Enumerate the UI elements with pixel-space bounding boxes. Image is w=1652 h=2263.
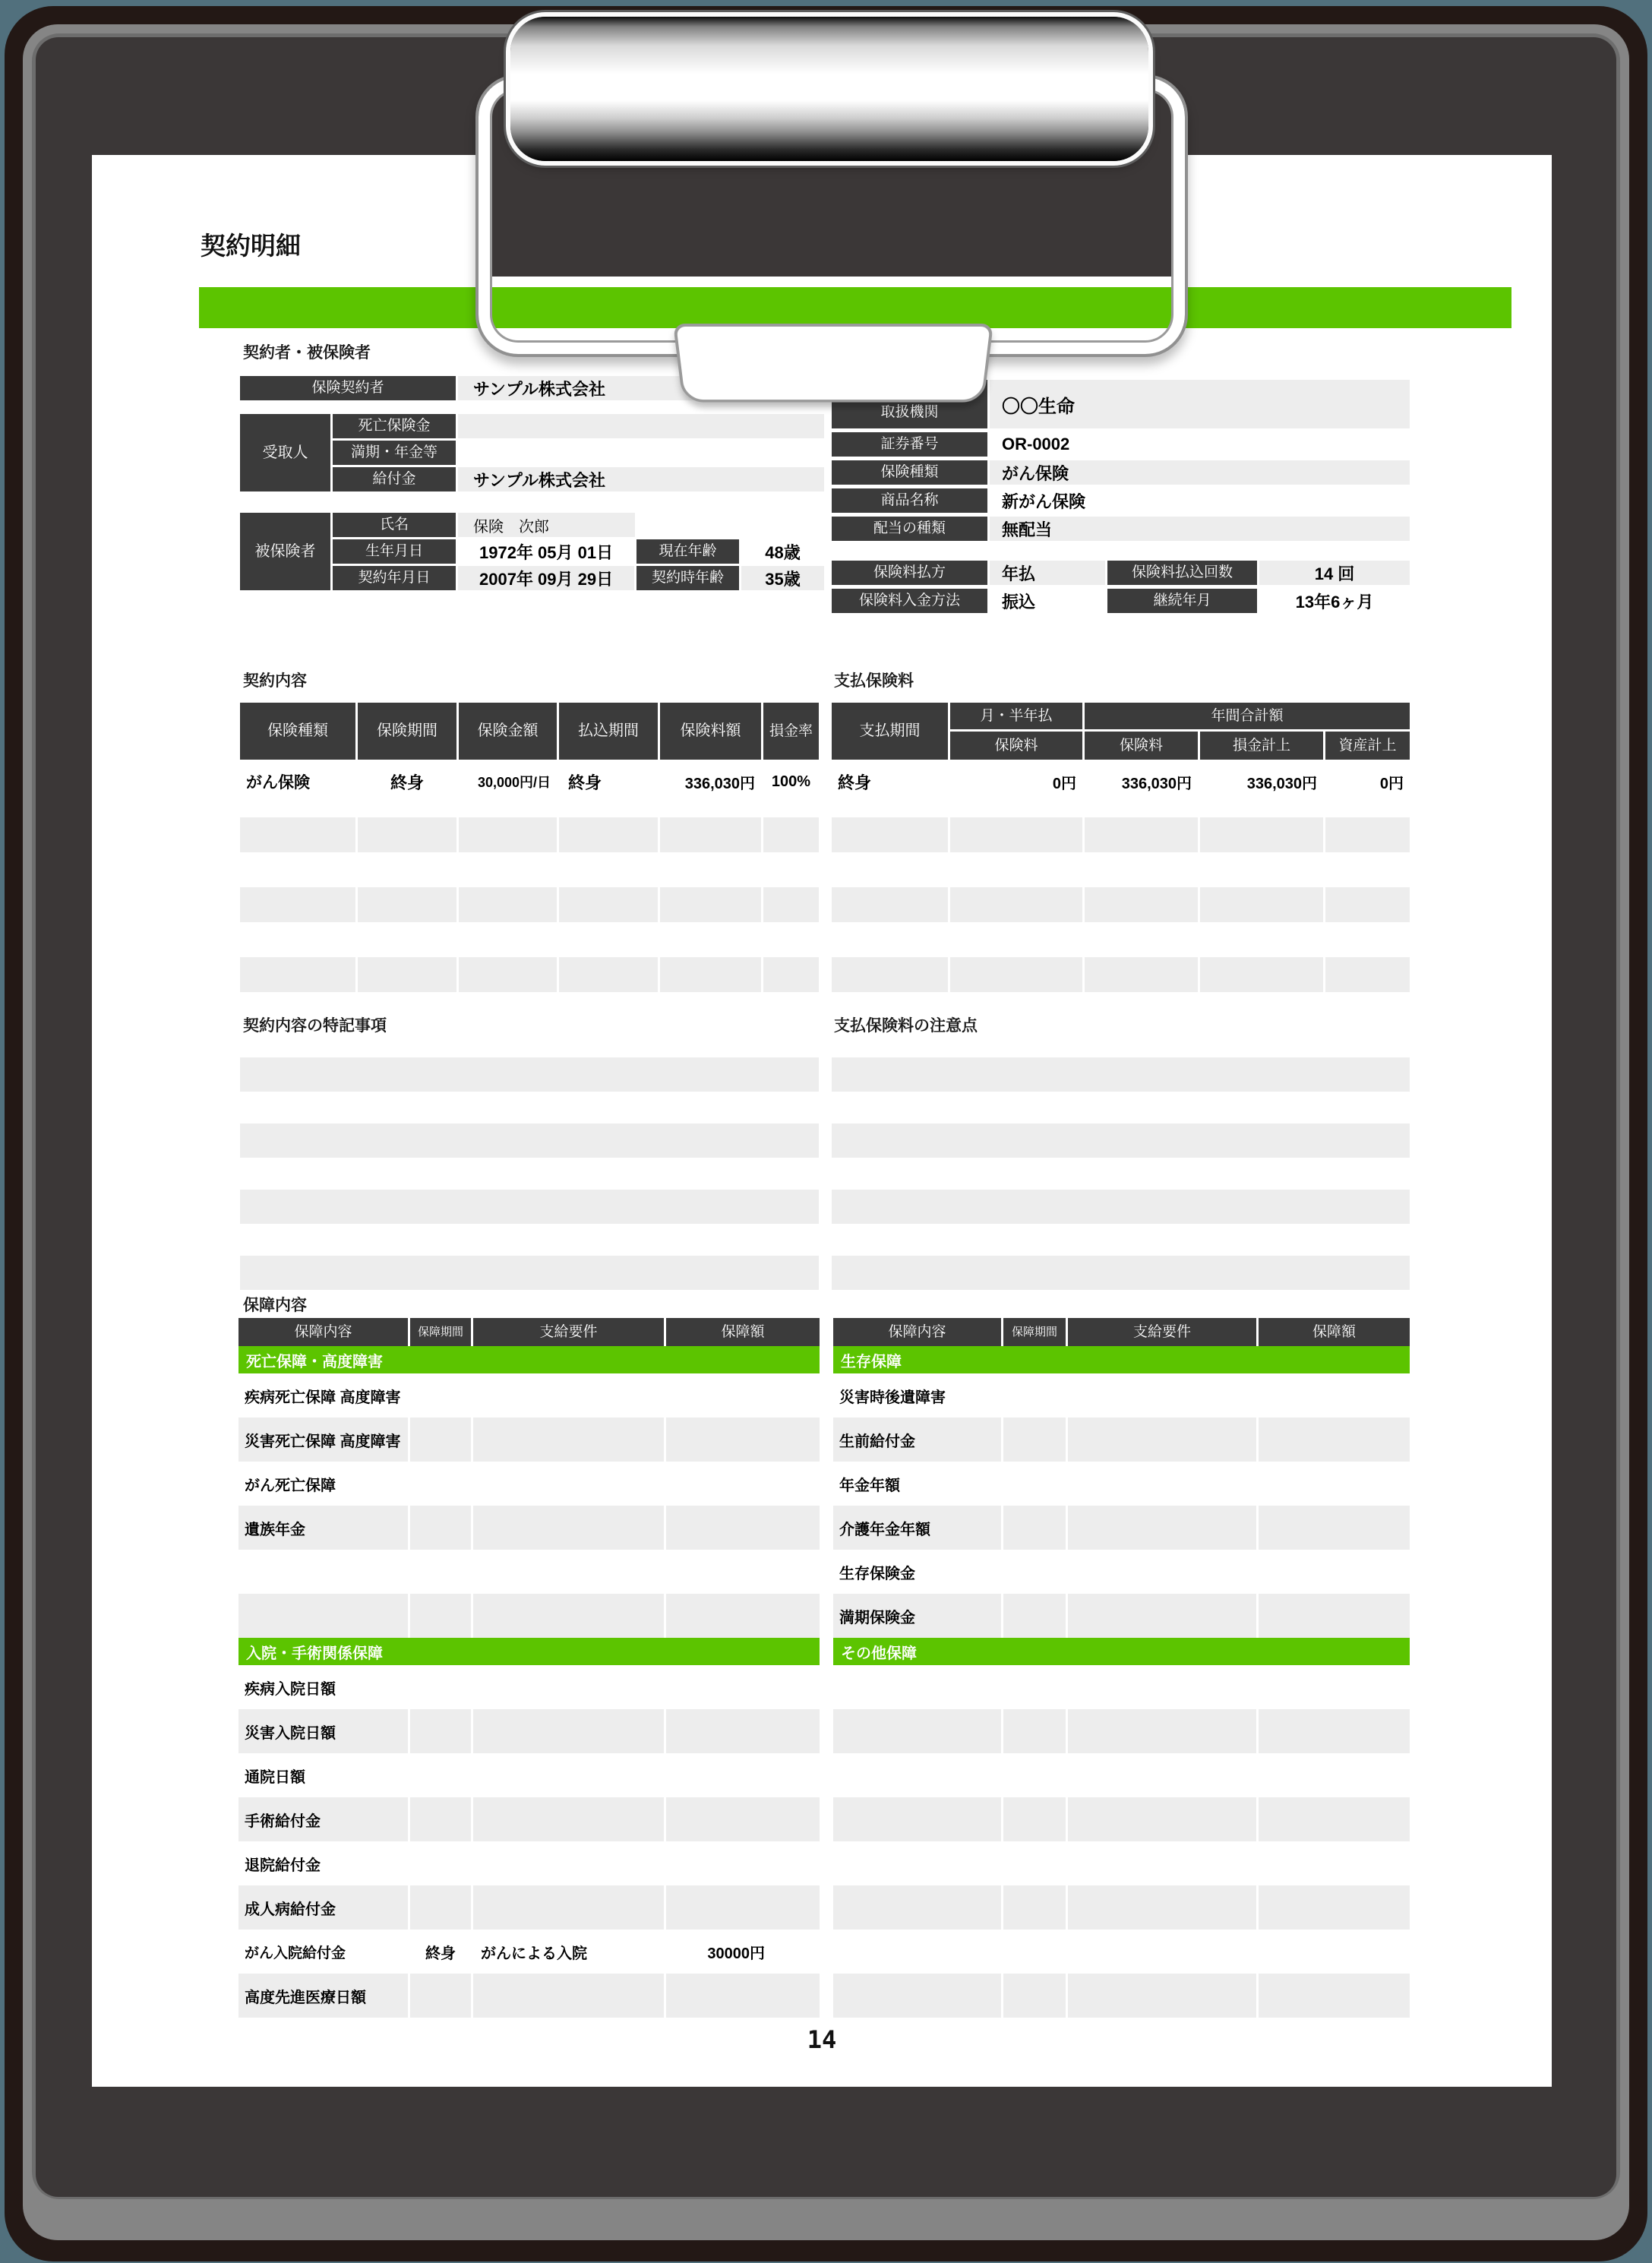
product-row-value: がん保険 [990,460,1410,485]
insured-contract-value: 2007年 09月 29日 [458,566,634,590]
coverage-row-label: 災害入院日額 [245,1724,336,1742]
pay-count-label: 保険料払込回数 [1107,561,1257,585]
insured-name-value: 保険 次郎 [458,513,635,537]
coverage-row-label: 介護年金年額 [839,1521,930,1538]
page-title: 契約明細 [201,232,301,260]
insured-group-label: 被保険者 [240,513,330,590]
premium-col-annual-group: 年間合計額 [1085,703,1410,729]
contract-row-amount: 30,000円/日 [477,775,551,790]
contract-empty-row [240,817,819,852]
coverage-band-hospital: 入院・手術関係保障 [238,1638,820,1665]
contract-col-header: 保険期間 [358,703,456,760]
section-heading-coverage: 保障内容 [243,1297,307,1314]
coverage-band-death: 死亡保障・高度障害 [238,1346,820,1373]
coverage-col-header: 保障期間 [410,1318,471,1346]
coverage-row-label: 手術給付金 [245,1813,321,1830]
notes-left-empty-line [240,1256,819,1290]
contract-col-header: 払込期間 [559,703,658,760]
coverage-right-gray-row [833,1974,1410,2018]
clip-tab [673,324,993,403]
deposit-method-value: 振込 [1002,592,1036,612]
coverage-right-gray-row [833,1418,1410,1462]
policyholder-label: 保険契約者 [240,376,456,400]
notes-left-heading: 契約内容の特記事項 [243,1017,387,1035]
age-then-label: 契約時年齢 [636,566,739,590]
coverage-band-other: その他保障 [833,1638,1410,1665]
notes-right-heading: 支払保険料の注意点 [834,1017,978,1035]
contract-row-type: がん保険 [246,774,310,792]
clip-metal-bar [510,17,1148,161]
coverage-row-label: 災害時後遺障害 [839,1389,946,1406]
product-row-label: 保険種類 [832,460,987,485]
contract-col-header: 保険金額 [459,703,557,760]
coverage-col-header: 保障額 [1259,1318,1410,1346]
document-page [92,155,1552,2087]
contract-row-premium: 336,030円 [684,775,755,792]
insured-birth-value: 1972年 05月 01日 [479,542,614,562]
coverage-col-header: 支給要件 [1068,1318,1256,1346]
notes-right-empty-line [832,1057,1410,1092]
premium-subcol-asset: 資産計上 [1325,732,1410,760]
contract-empty-row [240,887,819,922]
beneficiary-row-label: 給付金 [333,467,456,491]
page-number: 14 [807,2025,837,2054]
contract-empty-row [240,957,819,992]
beneficiary-row-value: サンプル株式会社 [458,467,824,491]
product-row-label: 配当の種類 [832,517,987,541]
premium-col-period: 支払期間 [832,703,948,760]
cancer-benefit-period: 終身 [425,1945,456,1962]
product-row-value: OR-0002 [1002,435,1070,454]
premium-empty-row [832,817,1410,852]
beneficiary-row-label: 死亡保険金 [333,414,456,438]
pay-method-value: 年払 [990,561,1105,585]
coverage-left-gray-row [238,1506,820,1550]
contract-col-header: 保険料額 [660,703,761,760]
coverage-col-header: 保障額 [666,1318,820,1346]
cancer-benefit-label: がん入院給付金 [245,1945,346,1961]
product-company-label-line2: 取扱機関 [880,404,939,420]
beneficiary-row-label: 満期・年金等 [333,441,456,465]
coverage-row-label: 疾病入院日額 [245,1680,336,1698]
coverage-band-survival: 生存保障 [833,1346,1410,1373]
coverage-col-header: 保障内容 [833,1318,1001,1346]
notes-left-empty-line [240,1190,819,1224]
section-heading-contract: 契約内容 [243,672,307,690]
cancer-benefit-amount: 30000円 [707,1945,765,1962]
contract-col-header: 保険種類 [240,703,355,760]
premium-row-loss: 336,030円 [1246,775,1317,792]
age-then-value: 35歳 [741,566,824,590]
contract-row-pay-period: 終身 [568,773,602,792]
premium-row-period: 終身 [838,773,872,792]
coverage-right-gray-row [833,1709,1410,1753]
coverage-row-label: 生存保険金 [839,1565,915,1582]
section-heading-premium: 支払保険料 [834,672,914,690]
contract-row-period: 終身 [390,773,424,792]
coverage-left-gray-row [238,1797,820,1841]
notes-right-empty-line [832,1256,1410,1290]
coverage-right-gray-row [833,1885,1410,1930]
premium-row-annual: 336,030円 [1121,775,1192,792]
coverage-row-label: 高度先進医療日額 [245,1989,366,2006]
notes-left-empty-line [240,1124,819,1158]
premium-row-monthly: 0円 [1052,775,1076,792]
coverage-right-gray-row [833,1797,1410,1841]
coverage-row-label: 満期保険金 [839,1609,915,1626]
coverage-row-label: がん死亡保障 [245,1477,336,1494]
beneficiary-row-value [458,441,824,465]
notes-left-empty-line [240,1057,819,1092]
premium-subcol-annual: 保険料 [1085,732,1198,760]
section-heading-parties: 契約者・被保険者 [243,344,371,362]
coverage-col-header: 支給要件 [473,1318,664,1346]
duration-value: 13年6ヶ月 [1295,592,1374,612]
notes-right-empty-line [832,1190,1410,1224]
coverage-row-label: 通院日額 [245,1768,305,1786]
coverage-col-header: 保障期間 [1003,1318,1066,1346]
premium-subcol-loss: 損金計上 [1200,732,1323,760]
coverage-left-gray-row [238,1594,820,1638]
premium-empty-row [832,887,1410,922]
contract-row-loss-rate: 100% [771,773,811,790]
cancer-benefit-condition: がんによる入院 [481,1945,587,1962]
product-row-value: 無配当 [990,517,1410,541]
product-row-value: 新がん保険 [1002,491,1086,511]
contract-col-header: 損金率 [763,703,819,760]
pay-count-value: 14 回 [1259,561,1410,585]
age-now-value: 48歳 [765,542,801,562]
coverage-row-label: 災害死亡保障 高度障害 [245,1433,401,1450]
product-row-label: 商品名称 [832,488,987,513]
pay-method-label: 保険料払方 [832,561,987,585]
premium-row-asset: 0円 [1379,775,1404,792]
premium-subcol-monthly: 保険料 [950,732,1082,760]
coverage-row-label: 年金年額 [839,1477,900,1494]
beneficiary-group-label: 受取人 [240,414,330,491]
insured-birth-label: 生年月日 [333,539,456,564]
coverage-col-header: 保障内容 [238,1318,408,1346]
duration-label: 継続年月 [1107,589,1257,613]
beneficiary-row-value [458,414,824,438]
coverage-right-gray-row [833,1594,1410,1638]
product-row-label: 証券番号 [832,432,987,457]
deposit-method-label: 保険料入金方法 [832,589,987,613]
coverage-row-label: 成人病給付金 [245,1901,336,1918]
coverage-row-label: 生前給付金 [839,1433,915,1450]
policyholder-value: サンプル株式会社 [458,376,824,400]
notes-right-empty-line [832,1124,1410,1158]
coverage-row-label: 遺族年金 [245,1521,305,1538]
premium-col-monthly-group: 月・半年払 [950,703,1082,729]
premium-empty-row [832,957,1410,992]
insured-name-label: 氏名 [333,513,456,537]
insured-contract-label: 契約年月日 [333,566,456,590]
age-now-label: 現在年齢 [636,539,739,564]
coverage-row-label: 疾病死亡保障 高度障害 [245,1389,401,1406]
coverage-row-label: 退院給付金 [245,1857,321,1874]
product-company-value: 〇〇生命 [990,380,1410,428]
